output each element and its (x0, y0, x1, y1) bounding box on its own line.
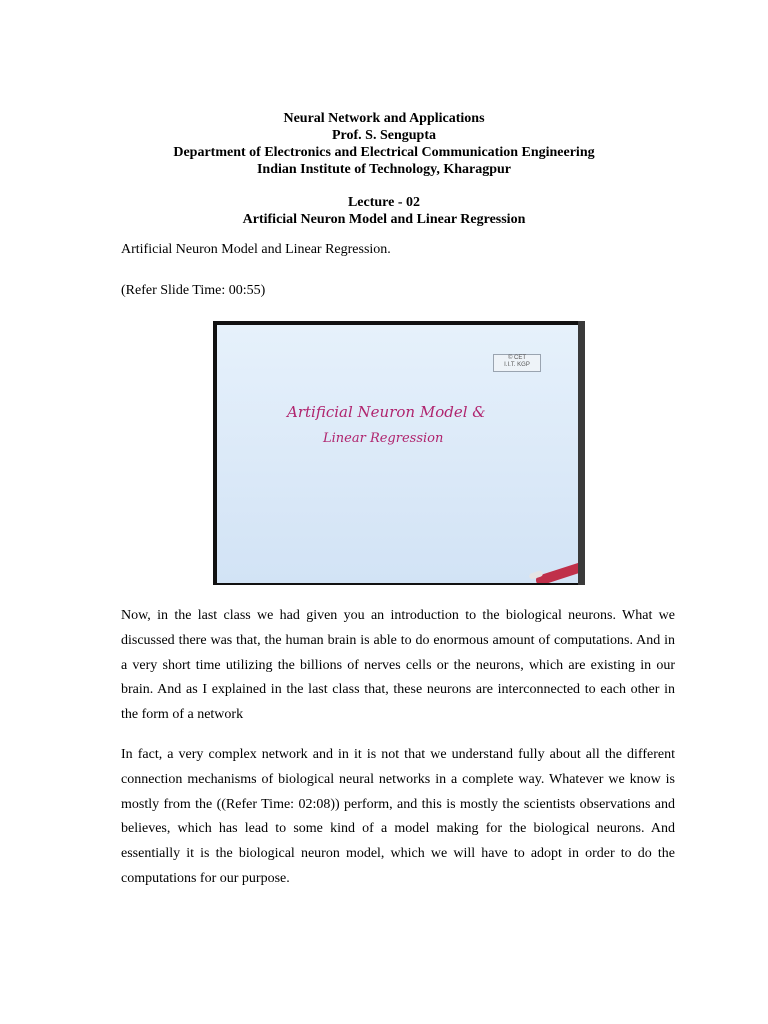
slide-time-reference: (Refer Slide Time: 00:55) (121, 283, 266, 298)
handwritten-title (217, 325, 578, 583)
handwriting-line: Linear Regression (323, 431, 444, 446)
slide-edge (578, 321, 585, 585)
lecture-slide-image (213, 321, 585, 585)
document-header (0, 110, 768, 178)
pen-icon (528, 562, 578, 583)
department-name: Department of Electronics and Electrical Communication Engineering (173, 145, 595, 160)
lecture-number: Lecture - 02 (347, 195, 421, 210)
paragraph: In fact, a very complex network and in it is not that we understand fully about all the different connection mechanisms of biological neural networks in a complete way. Whatever we know is mostly from the ((Refer Time: 02:08)) perform, and this is mostly the scientists observations and believes, which has lead to some kind of a model making for the biological neurons. And essentially it is the biological neuron model, which we will have to adopt in order to do the computations for our purpose. (121, 747, 675, 886)
lecture-heading (0, 194, 768, 228)
paragraph: Now, in the last class we had given you an introduction to the biological neurons. What we discussed there was that, the human brain is able to do enormous amount of computations. And in a very short time utilizing the billions of nerves cells or the neurons, which are existing in our brain. And as I explained in the last class that, these neurons are interconnected to each other in the form of a network (121, 608, 675, 723)
professor-name: Prof. S. Sengupta (332, 128, 436, 143)
handwriting-line: Artificial Neuron Model & (287, 403, 486, 421)
whiteboard (217, 325, 578, 583)
institute-name: Indian Institute of Technology, Kharagpur (256, 162, 511, 177)
course-title: Neural Network and Applications (283, 111, 485, 126)
badge-line: © CET (507, 355, 527, 361)
lecture-title: Artificial Neuron Model and Linear Regression (242, 212, 526, 227)
intro-sentence: Artificial Neuron Model and Linear Regression. (121, 242, 391, 257)
badge-line: I.I.T. KGP (504, 362, 530, 368)
